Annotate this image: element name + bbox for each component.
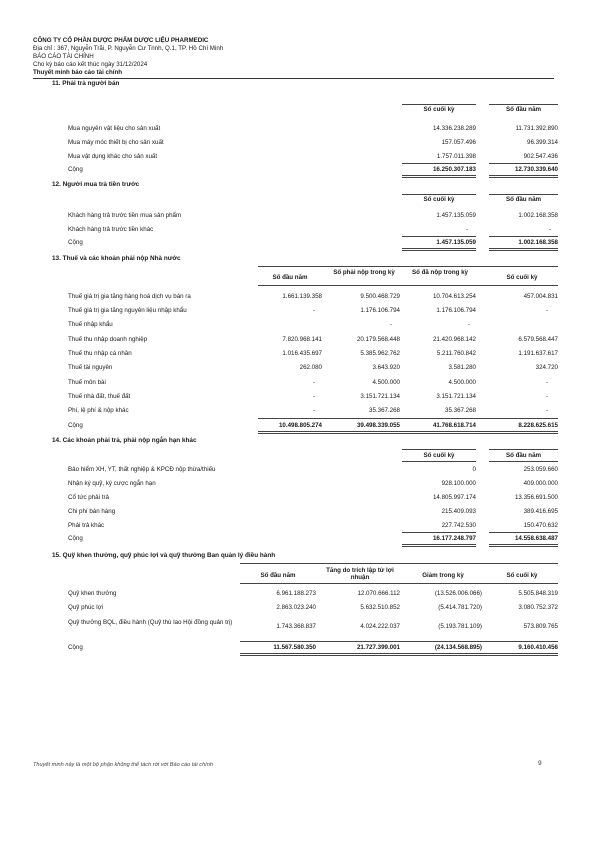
table-row-label: Thuế tài nguyên [68,364,113,371]
section-14-title: 14. Các khoản phải trả, phải nộp ngắn hạn khác [52,437,197,444]
table-cell: 389.416.695 [523,508,558,515]
table-cell: 2.863.023.240 [276,604,316,611]
table-cell: (5.193.781.109) [438,623,482,630]
table-row-label: Bảo hiểm XH, YT, thất nghiệp & KPCĐ nộp thừa/thiếu [68,466,216,473]
table-cell: 35.367.268 [445,407,476,414]
table-total-label: Cộng [68,239,83,246]
table-row-label: Thuế thu nhập cá nhân [68,350,132,357]
table-total-cell: 39.498.339.055 [356,422,400,429]
table-cell: 0 [472,466,476,473]
s14-col-end: Số cuối kỳ [423,452,455,459]
table-cell: 215.409.093 [441,508,476,515]
table-cell: 9.500.468.729 [360,293,400,300]
table-row-label: Mua vật dụng khác cho sản xuất [68,153,158,160]
table-cell: 573.809.765 [523,623,558,630]
table-row-label: Quỹ khen thưởng [68,590,117,597]
table-cell: 6.961.188.273 [276,590,316,597]
table-cell: 5.505.848.319 [518,590,558,597]
s11-col-end: Số cuối kỳ [423,106,455,113]
table-row-label: Thuế giá trị gia tăng nguyên liệu nhập khẩu [68,307,187,314]
table-cell: 324.720 [535,364,558,371]
table-cell: 5.385.962.762 [360,350,400,357]
table-total-cell: 12.730.339.640 [514,166,558,173]
table-cell: 1.757.011.398 [436,153,476,160]
table-cell: - [467,321,470,328]
table-cell: - [465,226,468,233]
company-name: CÔNG TY CỔ PHẦN DƯỢC PHẨM DƯỢC LIỆU PHARMEDIC [33,37,209,44]
s13-col-end: Số cuối kỳ [506,274,538,281]
table-cell: 96.399.314 [527,139,558,146]
table-cell: 12.070.666.112 [357,590,400,597]
table-cell: 21.420.968.142 [432,336,476,343]
s12-col-begin: Số đầu năm [505,196,542,203]
table-cell: 5.632.510.852 [360,604,400,611]
table-cell: 227.742.530 [441,522,476,529]
table-cell: 253.059.660 [523,466,558,473]
s11-col-begin: Số đầu năm [505,106,542,113]
table-cell: 157.057.496 [441,139,476,146]
table-row-label: Thuế nhà đất, thuế đất [68,393,131,400]
section-15-title: 15. Quỹ khen thưởng, quỹ phúc lợi và quỹ thưởng Ban quản lý điều hành [52,552,276,559]
table-cell: - [545,307,548,314]
table-cell: 3.643.920 [372,364,400,371]
company-address: Địa chỉ : 367, Nguyễn Trãi, P. Nguyễn Cư Trinh, Q.1, TP. Hồ Chí Minh [33,45,224,52]
s12-col-end: Số cuối kỳ [423,196,455,203]
s13-col-paid: Số đã nộp trong kỳ [411,269,469,276]
table-cell: 11.731.392.890 [515,125,558,132]
table-total-cell: 10.498.805.274 [278,422,322,429]
page-number: 9 [538,760,542,767]
s15-col-end: Số cuối kỳ [506,572,538,579]
table-cell: 3.581.280 [448,364,476,371]
table-cell: 150.470.632 [523,522,558,529]
table-row-label: Thuế thu nhập doanh nghiệp [68,336,148,343]
table-cell: 4.500.000 [448,379,476,386]
table-row-label: Thuế nhập khẩu [68,321,113,328]
table-row-label: Phải trả khác [68,522,105,529]
table-row-label: Chi phí bán hàng [68,508,116,515]
table-total-cell: 11.567.580.350 [273,644,316,651]
section-11-title: 11. Phải trả người bán [52,80,120,87]
table-total-label: Cộng [68,422,83,429]
table-row-label: Mua máy móc thiết bị cho sản xuất [68,139,164,146]
table-total-cell: 16.250.307.183 [432,166,476,173]
table-cell: - [545,379,548,386]
table-cell: 1.191.637.617 [518,350,558,357]
s15-col-begin: Số đầu năm [260,572,296,579]
table-total-cell: (24.134.568.895) [434,644,482,651]
table-cell: - [312,407,315,414]
table-total-label: Cộng [68,644,83,651]
table-cell: (5.414.781.720) [438,604,482,611]
table-cell: 1.743.368.837 [276,623,316,630]
s13-col-begin: Số đầu năm [272,274,308,281]
table-cell: 457.004.831 [523,293,558,300]
table-cell: 1.176.106.794 [436,307,476,314]
footer-note: Thuyết minh này là một bộ phận không thể tách rời với Báo cáo tài chính [33,762,213,768]
table-cell: 3.151.721.134 [436,393,476,400]
table-row-label: Cổ tức phải trả [68,494,109,501]
table-total-cell: 9.160.410.456 [518,644,558,651]
table-cell: - [545,407,548,414]
table-cell: 3.151.721.134 [360,393,400,400]
table-cell: 7.820.968.141 [282,336,322,343]
table-cell: 10.704.613.254 [432,293,476,300]
table-row-label: Thuế môn bài [68,379,106,386]
table-cell: 5.211.760.842 [436,350,476,357]
table-cell: 1.016.435.697 [282,350,322,357]
table-cell: 262.080 [299,364,322,371]
table-row-label: Mua nguyên vật liệu cho sản xuất [68,125,161,132]
table-total-label: Cộng [68,535,83,542]
table-cell: 13.356.691.500 [514,494,558,501]
s13-col-payable: Số phải nộp trong kỳ [333,269,395,276]
table-cell: 3.080.752.372 [518,604,558,611]
table-cell: - [312,393,315,400]
table-total-cell: 14.558.638.487 [514,535,558,542]
table-cell: - [389,321,392,328]
table-total-cell: 21.727.399.001 [356,644,400,651]
table-cell: (13.526.006.066) [434,590,482,597]
table-cell: - [545,393,548,400]
table-cell: - [548,226,551,233]
table-cell: - [312,379,315,386]
table-cell: 6.579.568.447 [518,336,558,343]
table-row-label: Thuế giá trị gia tăng hàng hoá dịch vụ bán ra [68,293,191,300]
table-total-cell: 41.768.618.714 [432,422,476,429]
table-cell: 35.367.268 [369,407,400,414]
s15-col-decrease: Giảm trong kỳ [422,572,464,579]
table-cell: 902.547.436 [523,153,558,160]
table-total-cell: 1.002.168.358 [518,239,558,246]
table-cell: - [312,307,315,314]
table-total-cell: 1.457.135.059 [436,239,476,246]
s14-col-begin: Số đầu năm [505,452,542,459]
table-cell: 1.002.168.358 [518,212,558,219]
header-rule [33,78,554,79]
report-title: BÁO CÁO TÀI CHÍNH [33,53,94,60]
table-cell: 1.176.106.794 [360,307,400,314]
table-cell: 14.336.238.289 [432,125,476,132]
table-cell: 928.100.000 [441,480,476,487]
table-cell: 20.179.568.448 [356,336,400,343]
s15-col-increase: Tăng do trích lập từ lợi nhuận [326,567,394,581]
table-cell: 1.661.139.358 [282,293,322,300]
table-row-label: Khách hàng trả trước tiền khác [68,226,154,233]
section-13-title: 13. Thuế và các khoản phải nộp Nhà nước [52,255,181,262]
table-row-label: Khách hàng trả trước tiền mua sản phẩm [68,212,182,219]
report-period: Cho kỳ báo cáo kết thúc ngày 31/12/2024 [33,61,148,68]
table-total-cell: 8.228.625.615 [518,422,558,429]
table-row-label: Quỹ thưởng BQL, điều hành (Quỹ thù lao Hội đồng quản trị) [68,619,233,626]
table-row-label: Quỹ phúc lợi [68,604,104,611]
notes-title: Thuyết minh báo cáo tài chính [33,69,123,76]
section-12-title: 12. Người mua trả tiền trước [52,181,140,188]
table-cell: 1.457.135.059 [436,212,476,219]
table-total-label: Cộng [68,166,83,173]
table-cell: 14.805.997.174 [432,494,476,501]
table-row-label: Phí, lệ phí & nộp khác [68,407,129,414]
table-cell: 409.000.000 [523,480,558,487]
table-row-label: Nhận ký quỹ, ký cược ngắn hạn [68,480,156,487]
table-total-cell: 16.177.248.797 [432,535,476,542]
table-cell: 4.500.000 [372,379,400,386]
table-cell: 4.024.222.037 [360,623,400,630]
